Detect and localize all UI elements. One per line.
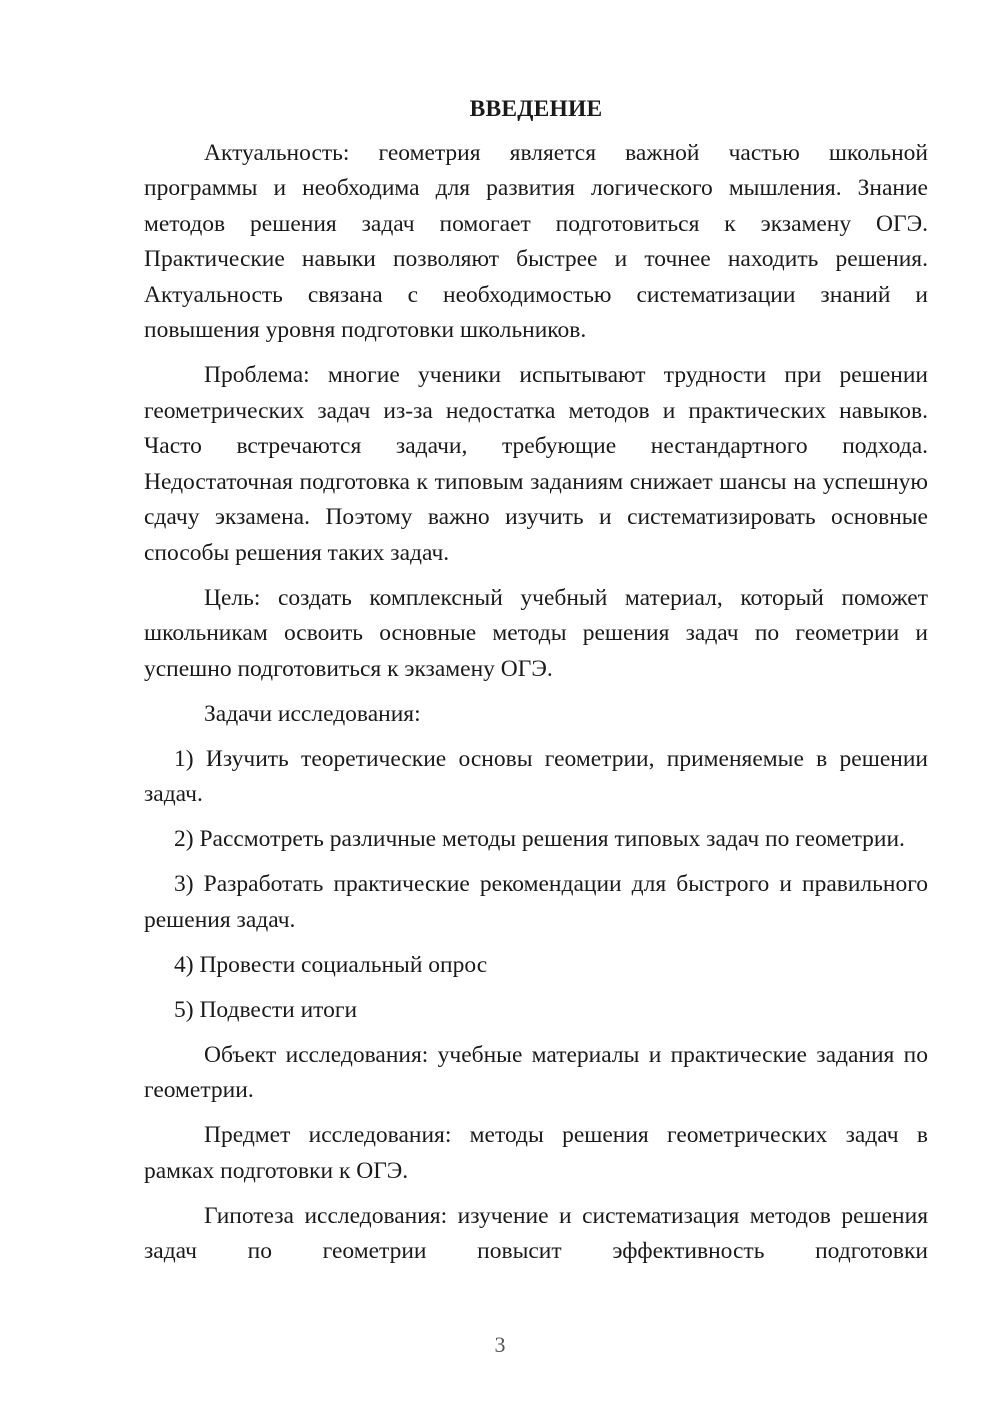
task-item-4: 4) Провести социальный опрос bbox=[174, 951, 488, 978]
paragraph-hypothesis: Гипотеза исследования: изучение и систематизация методов решения задач по геометрии повысит эффективность подготовки bbox=[144, 1202, 928, 1264]
paragraph-goal: Цель: создать комплексный учебный материал, который поможет школьникам освоить основные методы решения задач по геометрии и успешно подготовиться к экзамену ОГЭ. bbox=[144, 584, 928, 682]
paragraph-relevance: Актуальность: геометрия является важной частью школьной программы и необходима для развития логического мышления. Знание методов решения задач помогает подготовиться к экзамену ОГЭ. Практические навыки позволяют быстрее и точнее находить решения. Актуальность связана с необходимостью систематизации знаний и повышения уровня подготовки школьников. bbox=[144, 139, 928, 343]
task-item-2: 2) Рассмотреть различные методы решения типовых задач по геометрии. bbox=[174, 826, 905, 852]
page-number: 3 bbox=[494, 1332, 506, 1357]
task-item-5: 5) Подвести итоги bbox=[174, 996, 358, 1023]
task-item-3: 3) Разработать практические рекомендации для быстрого и правильного решения задач. bbox=[144, 871, 928, 933]
paragraph-subject: Предмет исследования: методы решения геометрических задач в рамках подготовки к ОГЭ. bbox=[144, 1122, 928, 1184]
page-content bbox=[144, 92, 928, 1279]
paragraph-problem: Проблема: многие ученики испытывают трудности при решении геометрических задач из-за недостатка методов и практических навыков. Часто встречаются задачи, требующие нестандартного подхода. Недостаточная подготовка к типовым заданиям снижает шансы на успешную сдачу экзамена. Поэтому важно изучить и систематизировать основные способы решения таких задач. bbox=[144, 362, 928, 566]
paragraph-object: Объект исследования: учебные материалы и практические задания по геометрии. bbox=[144, 1041, 928, 1103]
section-title: ВВЕДЕНИЕ bbox=[469, 96, 603, 122]
tasks-heading: Задачи исследования: bbox=[204, 700, 421, 727]
task-item-1: 1) Изучить теоретические основы геометрии, применяемые в решении задач. bbox=[144, 745, 928, 807]
